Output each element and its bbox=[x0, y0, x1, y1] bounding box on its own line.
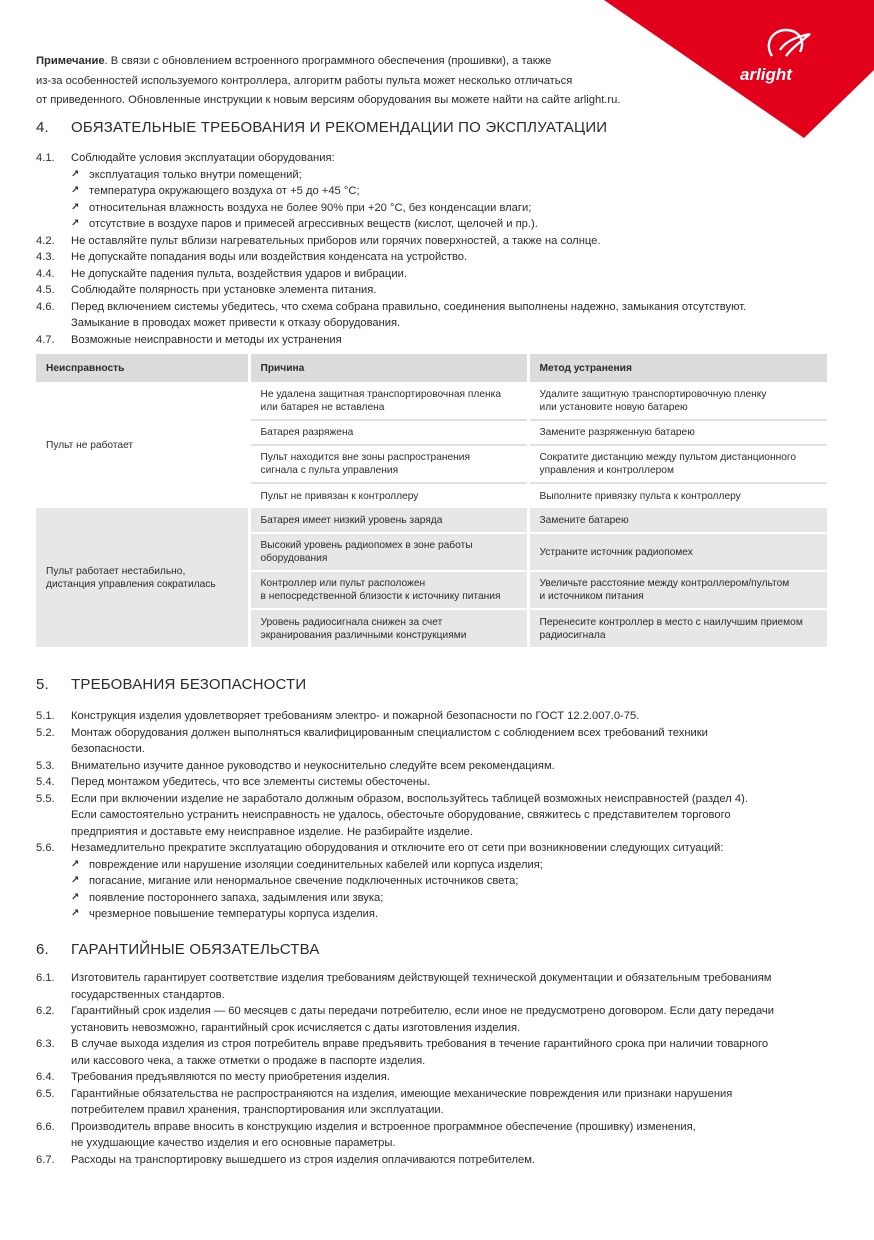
cell-line: Устраните источник радиопомех bbox=[539, 546, 693, 558]
item-number: 5.4. bbox=[36, 776, 55, 788]
cell-line: сигнала с пульта управления bbox=[260, 465, 399, 476]
bullet-item bbox=[36, 873, 836, 890]
item-text: Не оставляйте пульт вблизи нагревательных приборов или горячих поверхностей, а также на солнце. bbox=[71, 234, 601, 247]
list-item bbox=[36, 1119, 836, 1136]
cell-line: Пульт не работает bbox=[46, 439, 134, 451]
list-item bbox=[36, 791, 836, 808]
bullet-item bbox=[36, 167, 836, 184]
list-item bbox=[36, 1036, 836, 1053]
item-number: 4.4. bbox=[36, 267, 55, 280]
arrow-bullet-icon: ↗ bbox=[71, 891, 80, 903]
item-text: не ухудшающие качество изделия и его основные параметры. bbox=[71, 1137, 396, 1149]
bullet-item bbox=[36, 200, 836, 217]
logo-text: arlight bbox=[740, 65, 792, 84]
list-item bbox=[36, 1003, 836, 1020]
bullet-text: повреждение или нарушение изоляции соединительных кабелей или корпуса изделия; bbox=[89, 858, 543, 871]
section-6-list bbox=[36, 970, 836, 1168]
cell-line: Уровень радиосигнала снижен за счет bbox=[260, 616, 443, 628]
item-number: 5.1. bbox=[36, 710, 55, 722]
cell-line: Перенесите контроллер в место с наилучшим приемом bbox=[539, 616, 803, 628]
bullet-text: эксплуатация только внутри помещений; bbox=[89, 168, 302, 181]
section-number: 6. bbox=[36, 941, 49, 958]
item-text: Производитель вправе вносить в конструкцию изделия и встроенное программное обеспечение (прошивку) изменения, bbox=[71, 1120, 696, 1133]
item-number bbox=[36, 1053, 71, 1070]
item-text: Требования предъявляются по месту приобретения изделия. bbox=[71, 1071, 390, 1083]
section-4-list bbox=[36, 150, 836, 348]
item-number bbox=[36, 315, 71, 332]
list-item bbox=[36, 758, 836, 775]
list-item bbox=[36, 708, 836, 725]
troubleshooting-table bbox=[36, 354, 827, 647]
item-number: 4.6. bbox=[36, 300, 55, 313]
item-text: Замыкание в проводах может привести к отказу оборудования. bbox=[71, 317, 401, 329]
bullet-item bbox=[36, 890, 836, 907]
fix-cell bbox=[528, 445, 827, 483]
arrow-bullet-icon: ↗ bbox=[71, 168, 80, 180]
item-number: 6.1. bbox=[36, 972, 55, 984]
cell-line: Увеличьте расстояние между контроллером/пультом bbox=[539, 578, 790, 589]
item-number: 5.5. bbox=[36, 792, 55, 805]
cell-line: управления и контроллером bbox=[539, 465, 674, 476]
cell-line: Не удалена защитная транспортировочная пленка bbox=[260, 388, 501, 400]
item-text: Возможные неисправности и методы их устранения bbox=[71, 333, 342, 346]
list-item bbox=[36, 1069, 836, 1086]
fix-cell bbox=[528, 483, 827, 508]
cell-line: Высокий уровень радиопомех в зоне работы bbox=[260, 540, 473, 551]
item-number: 6.6. bbox=[36, 1120, 55, 1133]
fix-cell bbox=[528, 609, 827, 647]
table-header-row bbox=[36, 354, 827, 382]
cell-line: Сократите дистанцию между пультом дистанционного bbox=[539, 452, 797, 463]
cause-cell bbox=[249, 420, 528, 445]
cause-cell bbox=[249, 382, 528, 420]
cell-line: Замените батарею bbox=[539, 514, 629, 526]
column-header-fault: Неисправность bbox=[36, 354, 249, 382]
cell-line: Выполните привязку пульта к контроллеру bbox=[539, 490, 741, 502]
bullet-item bbox=[36, 857, 836, 874]
list-item bbox=[36, 332, 836, 349]
cause-cell bbox=[249, 483, 528, 508]
list-item bbox=[36, 840, 836, 857]
list-item bbox=[36, 725, 836, 742]
list-item bbox=[36, 299, 836, 316]
item-number: 5.3. bbox=[36, 759, 55, 772]
list-item bbox=[36, 1135, 836, 1152]
fix-cell bbox=[528, 533, 827, 571]
list-item bbox=[36, 150, 836, 167]
item-text: Монтаж оборудования должен выполняться квалифицированным специалистом с соблюдением всех требований техники bbox=[71, 726, 708, 739]
item-number: 4.2. bbox=[36, 234, 55, 247]
list-item bbox=[36, 1020, 836, 1037]
section-number: 4. bbox=[36, 119, 49, 136]
item-text: или кассового чека, а также отметки о продаже в паспорте изделия. bbox=[71, 1054, 426, 1067]
bullet-text: погасание, мигание или ненормальное свечение подключенных источников света; bbox=[89, 875, 519, 887]
fix-cell bbox=[528, 571, 827, 609]
item-number: 4.3. bbox=[36, 251, 55, 263]
note-line: из-за особенностей используемого контроллера, алгоритм работы пульта может несколько отличаться bbox=[36, 74, 573, 87]
note-line: от приведенного. Обновленные инструкции к новым версиям оборудования вы можете найти на сайте arlight.ru. bbox=[36, 94, 621, 106]
bullet-text: температура окружающего воздуха от +5 до +45 °C; bbox=[89, 185, 360, 197]
list-item bbox=[36, 266, 836, 283]
cause-cell bbox=[249, 533, 528, 571]
arrow-bullet-icon: ↗ bbox=[71, 908, 80, 919]
list-item bbox=[36, 774, 836, 791]
cell-line: оборудования bbox=[260, 553, 328, 564]
list-item bbox=[36, 315, 836, 332]
list-item bbox=[36, 807, 836, 824]
item-text: установить невозможно, гарантийный срок исчисляется с даты изготовления изделия. bbox=[71, 1021, 521, 1034]
item-number bbox=[36, 1102, 71, 1119]
fix-cell bbox=[528, 508, 827, 533]
item-text: Соблюдайте условия эксплуатации оборудования: bbox=[71, 152, 335, 164]
cell-line: Контроллер или пульт расположен bbox=[260, 578, 426, 589]
list-item bbox=[36, 987, 836, 1004]
item-number: 4.7. bbox=[36, 333, 55, 346]
item-text: Гарантийный срок изделия — 60 месяцев с даты передачи потребителю, если иное не предусмотрено договором. Если дату передачи bbox=[71, 1005, 775, 1017]
bullet-text: появление постороннего запаха, задымления или звука; bbox=[89, 891, 384, 904]
cell-line: Пульт находится вне зоны распространения bbox=[260, 452, 471, 463]
cell-line: Удалите защитную транспортировочную пленку bbox=[539, 388, 767, 400]
cause-cell bbox=[249, 571, 528, 609]
item-number: 5.6. bbox=[36, 842, 55, 854]
note-label: Примечание bbox=[36, 55, 105, 67]
fix-cell bbox=[528, 382, 827, 420]
item-number: 6.3. bbox=[36, 1038, 55, 1050]
bullet-item bbox=[36, 906, 836, 923]
note-line: . В связи с обновлением встроенного программного обеспечения (прошивки), а также bbox=[104, 55, 552, 67]
item-text: Изготовитель гарантирует соответствие изделия требованиям действующей технической документации и обязательным требованиям bbox=[71, 972, 772, 984]
arrow-bullet-icon: ↗ bbox=[71, 218, 80, 229]
arrow-bullet-icon: ↗ bbox=[71, 858, 80, 870]
item-text: В случае выхода изделия из строя потребитель вправе предъявить требования в течение гарантийного срока при наличии товарного bbox=[71, 1038, 769, 1050]
cause-cell bbox=[249, 445, 528, 483]
item-number: 5.2. bbox=[36, 726, 55, 739]
item-number bbox=[36, 807, 71, 824]
firmware-note bbox=[36, 52, 656, 111]
item-number bbox=[36, 824, 71, 841]
bullet-text: относительная влажность воздуха не более 90% при +20 °C, без конденсации влаги; bbox=[89, 201, 532, 214]
item-text: государственных стандартов. bbox=[71, 988, 225, 1001]
table-row bbox=[36, 508, 827, 533]
list-item bbox=[36, 741, 836, 758]
item-number bbox=[36, 1135, 71, 1152]
cell-line: Пульт не привязан к контроллеру bbox=[260, 490, 419, 502]
item-number bbox=[36, 1020, 71, 1037]
section-5-list bbox=[36, 708, 836, 923]
section-number: 5. bbox=[36, 676, 49, 693]
item-text: Перед монтажом убедитесь, что все элементы системы обесточены. bbox=[71, 776, 431, 788]
cell-line: в непосредственной близости к источнику питания bbox=[260, 591, 501, 602]
cause-cell bbox=[249, 508, 528, 533]
cell-line: Батарея имеет низкий уровень заряда bbox=[260, 514, 443, 526]
section-title: ТРЕБОВАНИЯ БЕЗОПАСНОСТИ bbox=[71, 676, 307, 693]
cell-line: Пульт работает нестабильно, bbox=[46, 565, 186, 577]
list-item bbox=[36, 1053, 836, 1070]
item-number: 6.5. bbox=[36, 1087, 55, 1100]
section-title: ОБЯЗАТЕЛЬНЫЕ ТРЕБОВАНИЯ И РЕКОМЕНДАЦИИ ПО ЭКСПЛУАТАЦИИ bbox=[71, 119, 608, 136]
item-text: Конструкция изделия удовлетворяет требованиям электро- и пожарной безопасности по ГОСТ 12.2.007.0-75. bbox=[71, 710, 640, 722]
column-header-cause: Причина bbox=[249, 354, 528, 382]
list-item bbox=[36, 970, 836, 987]
item-text: Незамедлительно прекратите эксплуатацию оборудования и отключите его от сети при возникновении следующих ситуаций: bbox=[71, 842, 724, 854]
item-text: Не допускайте попадания воды или воздействия конденсата на устройство. bbox=[71, 251, 468, 263]
arrow-bullet-icon: ↗ bbox=[71, 875, 80, 886]
list-item bbox=[36, 233, 836, 250]
cell-line: экранирования различными конструкциями bbox=[260, 629, 467, 641]
cell-line: Батарея разряжена bbox=[260, 427, 354, 438]
bullet-item bbox=[36, 216, 836, 233]
fault-cell bbox=[36, 508, 249, 647]
bullet-item bbox=[36, 183, 836, 200]
item-number bbox=[36, 741, 71, 758]
list-item bbox=[36, 282, 836, 299]
fault-cell bbox=[36, 382, 249, 508]
cell-line: и источником питания bbox=[539, 591, 644, 602]
item-text: Перед включением системы убедитесь, что схема собрана правильно, соединения выполнены надежно, замыкания отсутствуют. bbox=[71, 300, 747, 313]
cell-line: или установите новую батарею bbox=[539, 401, 688, 413]
item-text: Соблюдайте полярность при установке элемента питания. bbox=[71, 284, 377, 296]
item-number: 4.5. bbox=[36, 284, 55, 296]
section-4-heading bbox=[36, 120, 607, 137]
item-text: Не допускайте падения пульта, воздействия ударов и вибрации. bbox=[71, 267, 407, 280]
fix-cell bbox=[528, 420, 827, 445]
item-text: Если самостоятельно устранить неисправность не удалось, обесточьте оборудование, свяжитесь с представителем торгового bbox=[71, 809, 731, 821]
arrow-bullet-icon: ↗ bbox=[71, 201, 80, 213]
item-text: Гарантийные обязательства не распространяются на изделия, имеющие механические повреждения или признаки нарушения bbox=[71, 1087, 733, 1100]
arrow-bullet-icon: ↗ bbox=[71, 185, 80, 196]
column-header-fix: Метод устранения bbox=[528, 354, 827, 382]
cell-line: радиосигнала bbox=[539, 629, 606, 641]
list-item bbox=[36, 1152, 836, 1169]
section-5-heading bbox=[36, 677, 306, 694]
list-item bbox=[36, 824, 836, 841]
cell-line: дистанция управления сократилась bbox=[46, 578, 216, 590]
list-item bbox=[36, 1102, 836, 1119]
item-text: безопасности. bbox=[71, 743, 145, 755]
cause-cell bbox=[249, 609, 528, 647]
item-text: предприятия и доставьте ему неисправное изделие. Не разбирайте изделие. bbox=[71, 825, 473, 838]
bullet-text: отсутствие в воздухе паров и примесей агрессивных веществ (кислот, щелочей и пр.). bbox=[89, 218, 538, 230]
list-item bbox=[36, 1086, 836, 1103]
item-number: 6.2. bbox=[36, 1005, 55, 1017]
item-number: 4.1. bbox=[36, 152, 55, 164]
bullet-text: чрезмерное повышение температуры корпуса изделия. bbox=[89, 908, 379, 920]
item-text: Расходы на транспортировку вышедшего из строя изделия оплачиваются потребителем. bbox=[71, 1153, 536, 1166]
item-number bbox=[36, 987, 71, 1004]
item-text: Если при включении изделие не заработало должным образом, воспользуйтесь таблицей возможных неисправностей (раздел 4). bbox=[71, 792, 748, 805]
item-text: потребителем правил хранения, транспортирования или эксплуатации. bbox=[71, 1104, 444, 1116]
cell-line: или батарея не вставлена bbox=[260, 401, 385, 413]
list-item bbox=[36, 249, 836, 266]
table-row bbox=[36, 382, 827, 420]
section-title: ГАРАНТИЙНЫЕ ОБЯЗАТЕЛЬСТВА bbox=[71, 941, 320, 958]
section-6-heading bbox=[36, 942, 320, 959]
item-number: 6.4. bbox=[36, 1071, 55, 1083]
item-number: 6.7. bbox=[36, 1153, 55, 1166]
cell-line: Замените разряженную батарею bbox=[539, 427, 695, 438]
item-text: Внимательно изучите данное руководство и неукоснительно следуйте всем рекомендациям. bbox=[71, 759, 555, 772]
